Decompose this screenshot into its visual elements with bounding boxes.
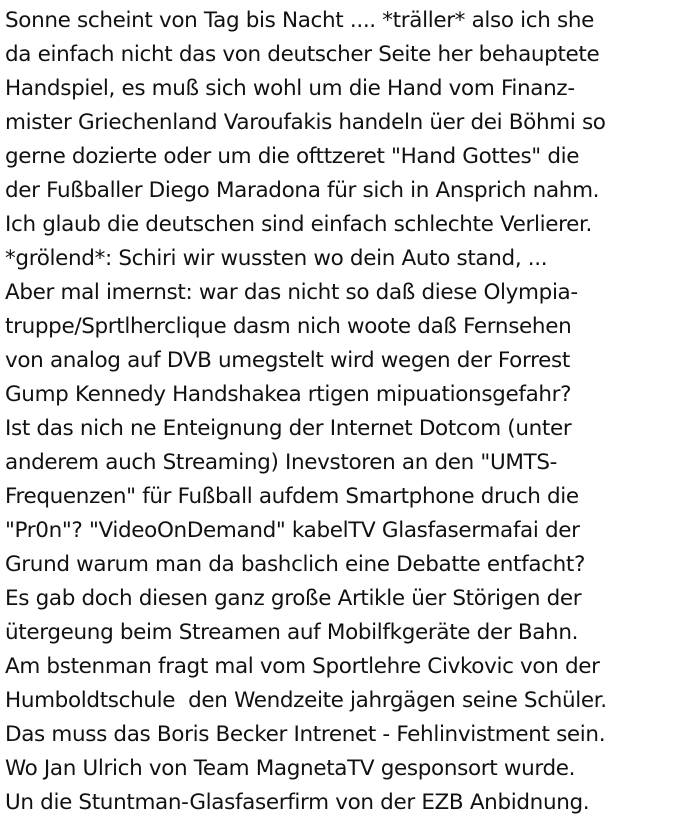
text-line: Das muss das Boris Becker Intrenet - Fehlinvistment sein. [5, 722, 606, 747]
text-line: da einfach nicht das von deutscher Seite her behauptete [5, 42, 600, 67]
text-line: Aber mal imernst: war das nicht so daß diese Olympia- [5, 280, 578, 305]
text-line: Un die Stuntman-Glasfaserfirm von der EZB Anbidnung. [5, 790, 590, 815]
text-line: Handspiel, es muß sich wohl um die Hand vom Finanz- [5, 76, 575, 101]
text-line: Ich glaub die deutschen sind einfach schlechte Verlierer. [5, 212, 593, 237]
text-line: der Fußballer Diego Maradona für sich in Ansprich nahm. [5, 178, 600, 203]
text-line: Am bstenman fragt mal vom Sportlehre Civkovic von der [5, 654, 600, 679]
text-line: gerne dozierte oder um die ofttzeret "Hand Gottes" die [5, 144, 580, 169]
text-line: ütergeung beim Streamen auf Mobilfkgeräte der Bahn. [5, 620, 579, 645]
text-line: *grölend*: Schiri wir wussten wo dein Auto stand, ... [5, 246, 548, 271]
text-line: von analog auf DVB umegstelt wird wegen der Forrest [5, 348, 570, 373]
document-body [5, 4, 681, 820]
text-line: "Pr0n"? "VideoOnDemand" kabelTV Glasfasermafai der [5, 518, 580, 543]
text-line: anderem auch Streaming) Inevstoren an den "UMTS- [5, 450, 558, 475]
text-line: Frequenzen" für Fußball aufdem Smartphone druch die [5, 484, 579, 509]
text-line: Gump Kennedy Handshakea rtigen mipuationsgefahr? [5, 382, 572, 407]
text-line: Sonne scheint von Tag bis Nacht .... *träller* also ich she [5, 8, 595, 33]
text-line: Grund warum man da bashclich eine Debatte entfacht? [5, 552, 586, 577]
text-line: mister Griechenland Varoufakis handeln üer dei Böhmi so [5, 110, 606, 135]
text-line: Ist das nich ne Enteignung der Internet Dotcom (unter [5, 416, 572, 441]
text-line: Es gab doch diesen ganz große Artikle üer Störigen der [5, 586, 582, 611]
text-line: truppe/Sprtlherclique dasm nich woote daß Fernsehen [5, 314, 572, 339]
text-line: Wo Jan Ulrich von Team MagnetaTV gesponsort wurde. [5, 756, 576, 781]
text-line: Humboldtschule den Wendzeite jahrgägen seine Schüler. [5, 688, 607, 713]
